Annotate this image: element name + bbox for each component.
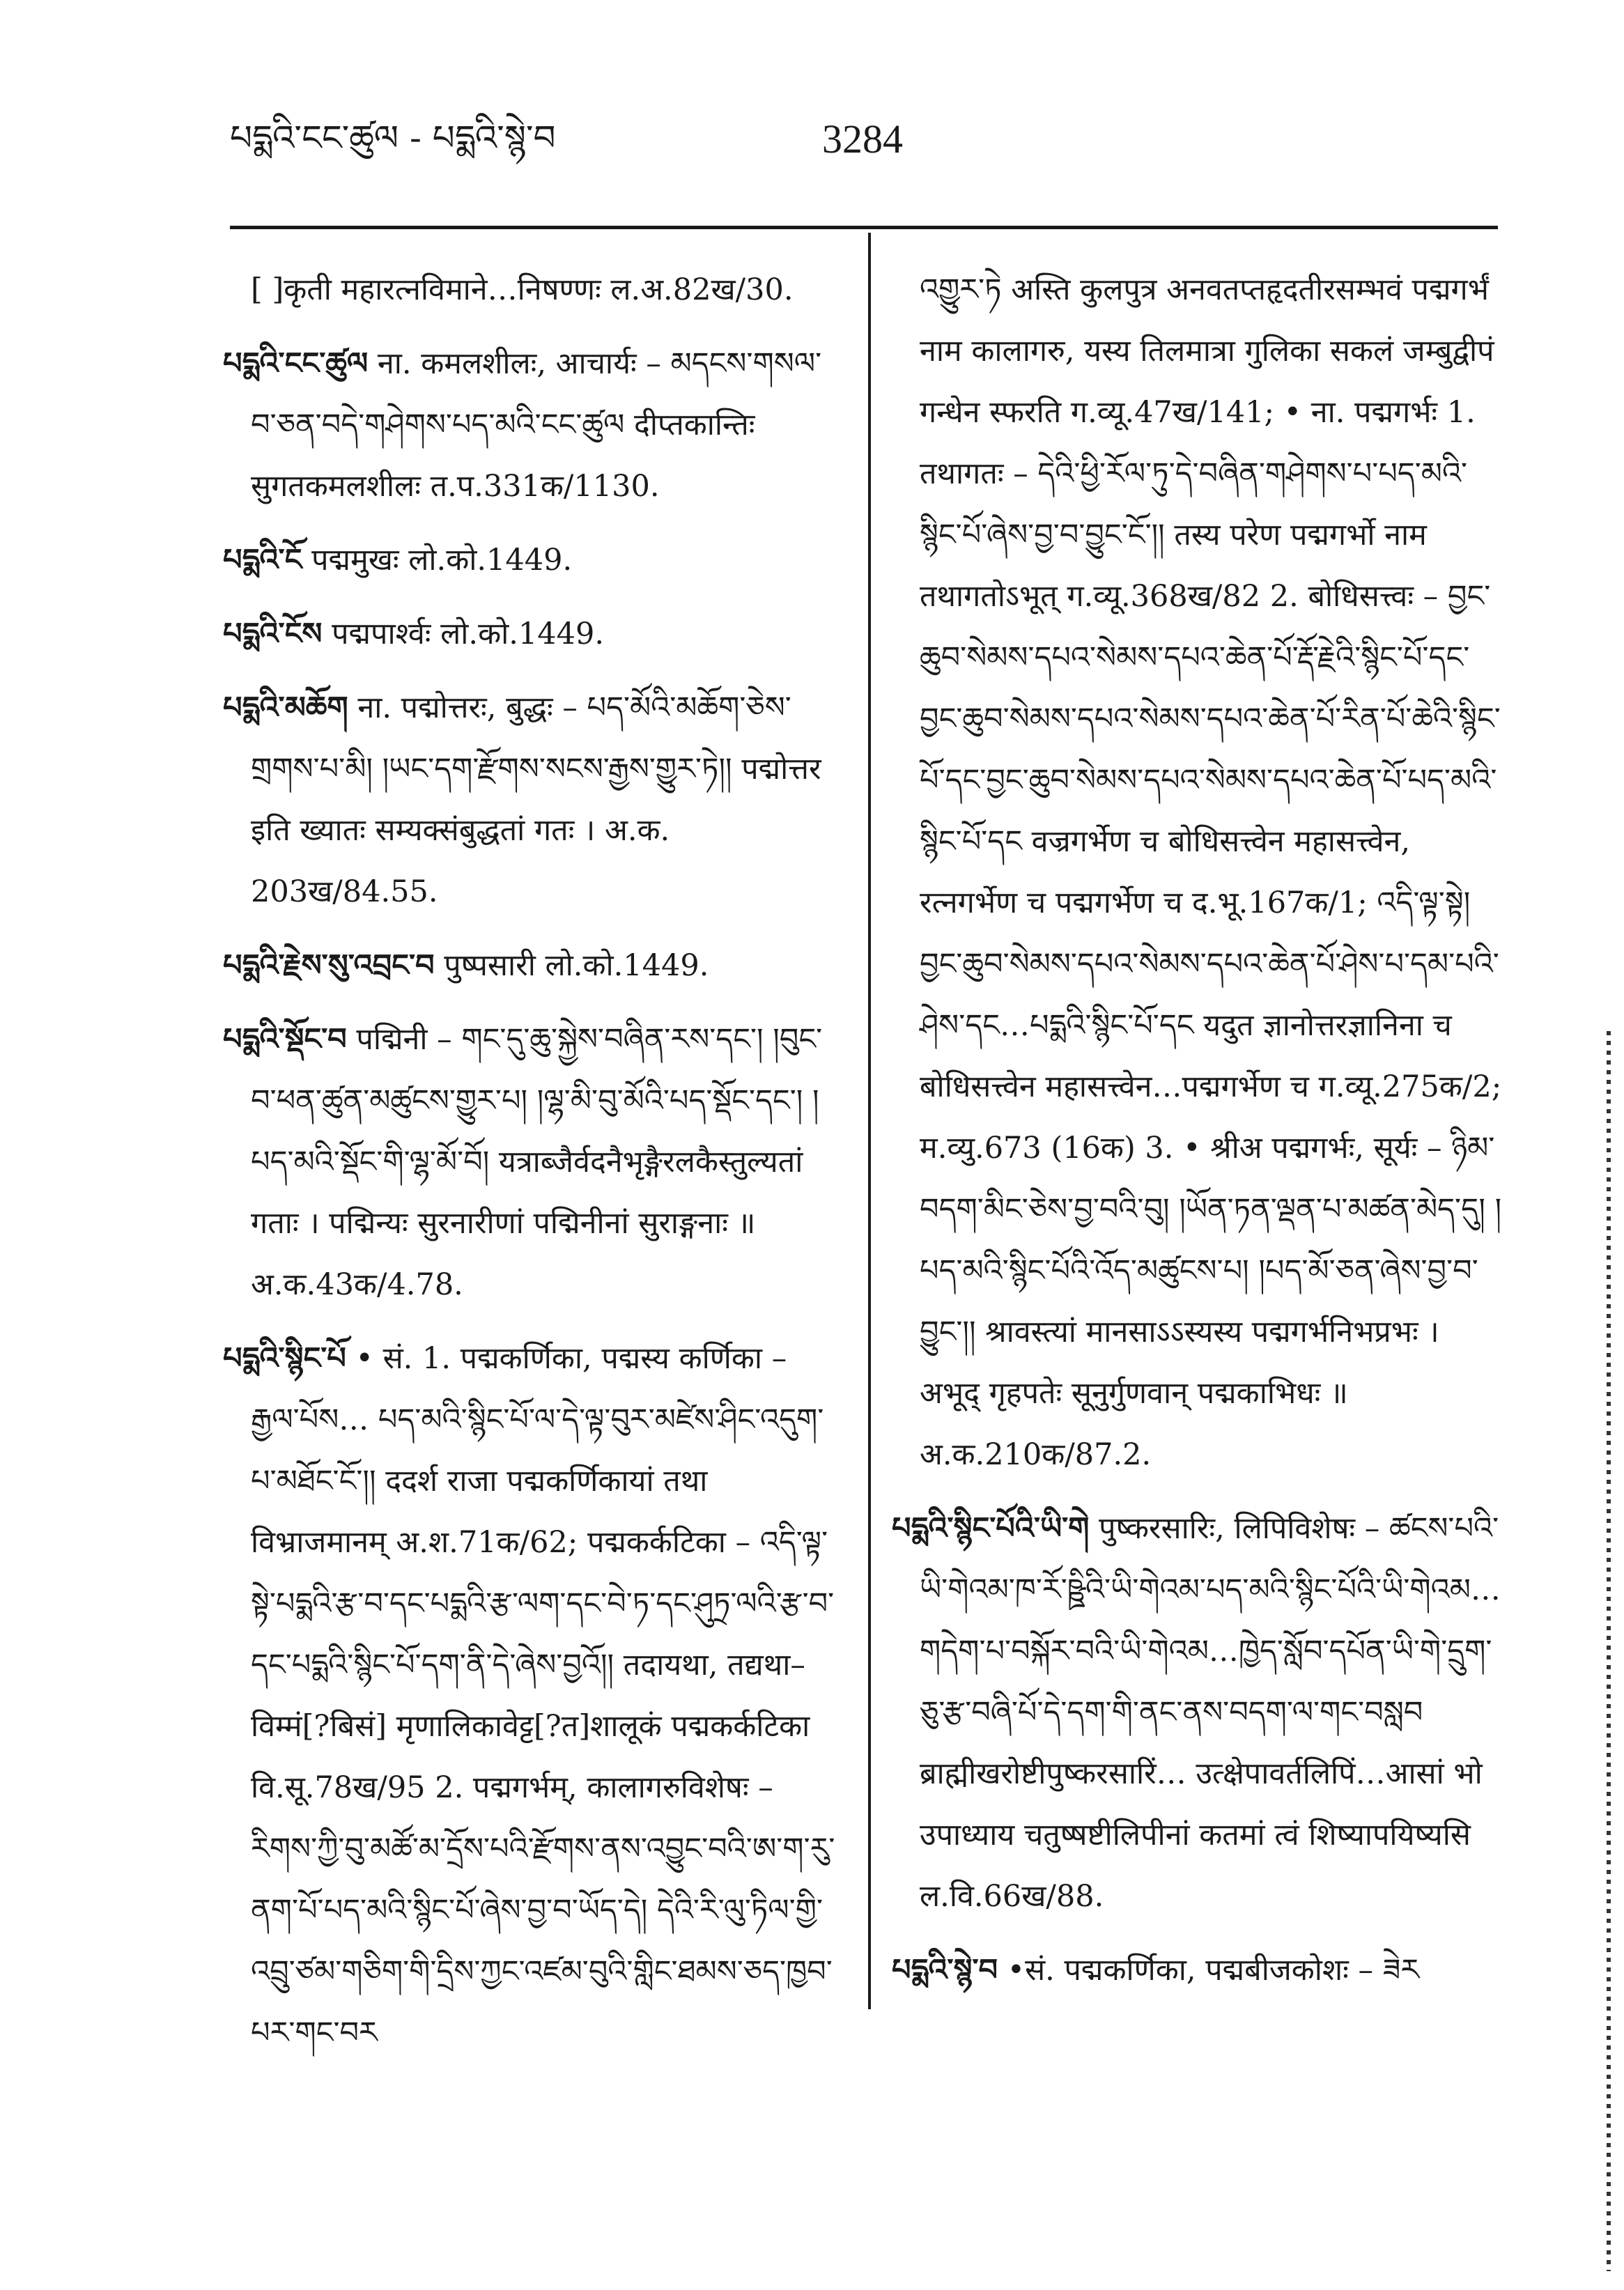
entry-headword: པདྨའི་སྙིང་པོའི་ཡི་གེ: [892, 1511, 1090, 1546]
entry-headword: པདྨའི་རྗེས་སུ་འབྲང་བ: [223, 948, 435, 983]
entry-text: पद्मपार्श्वः लो.को.1449.: [332, 617, 605, 651]
entry-text: འགྱུར་ཏེ अस्ति कुलपुत्र अनवतप्तहृदतीरसम्भवं पद्मगर्भं नाम कालागरु, यस्य तिलमात्रा गुलिका सकलं जम्बुद्वीपं गन्धेन स्फरति ग.व्यू.47ख/141; • ना. पद्मगर्भः 1. तथागतः – དེའི་ཕྱི་རོལ་ཏུ་དེ་བཞིན་གཤེགས་པ་པད་མའི་སྙིང་པོ་ཞེས་བྱ་བ་བྱུང་ངོ་།། तस्य परेण पद्मगर्भो नाम तथागतोऽभूत् ग.व्यू.368ख/82 2. बोधिसत्त्वः – བྱང་ཆུབ་སེམས་དཔའ་སེམས་དཔའ་ཆེན་པོ་རྡོ་རྗེའི་སྙིང་པོ་དང་བྱང་ཆུབ་སེམས་དཔའ་སེམས་དཔའ་ཆེན་པོ་རིན་པོ་ཆེའི་སྙིང་པོ་དང་བྱང་ཆུབ་སེམས་དཔའ་སེམས་དཔའ་ཆེན་པོ་པད་མའི་སྙིང་པོ་དང वज्रगर्भेण च बोधिसत्त्वेन महासत्त्वेन, रत्नगर्भेण च पद्मगर्भेण च द.भू.167क/1; འདི་ལྟ་སྟེ། བྱང་ཆུབ་སེམས་དཔའ་སེམས་དཔའ་ཆེན་པོ་ཤེས་པ་དམ་པའི་ཤེས་དང…པདྨའི་སྙིང་པོ་དང यदुत ज्ञानोत्तरज्ञानिना च बोधिसत्त्वेन महासत्त्वेन…पद्मगर्भेण च ग.व्यू.275क/2; म.व्यु.673 (16क) 3. • श्रीअ पद्मगर्भः, सूर्यः – ཉིམ་བདག་མིང་ཅེས་བྱ་བའི་བུ། །ཡོན་ཏན་ལྡན་པ་མཚན་མེད་དུ། །པད་མའི་སྙིང་པོའི་འོད་མཚུངས་པ། །པད་མོ་ཅན་ཞེས་བྱ་བ་བྱུང་།། श्रावस्त्यां मानसाऽऽस्यस्य पद्मगर्भनिभप्रभः । अभूद् गृहपतेः सूनुर्गुणवान् पद्मकाभिधः ॥ अ.क.210क/87.2.: [920, 272, 1502, 1472]
page-edge-shadow: [1607, 1031, 1611, 2271]
dictionary-entry: [223, 677, 836, 922]
entry-headword: པདྨའི་མཆོག: [223, 690, 348, 725]
entry-text: ना. पद्मोत्तरः, बुद्धः – པད་མོའི་མཆོག་ཅེས་གྲགས་པ་མི། །ཡང་དག་རྫོགས་སངས་རྒྱས་གྱུར་ཏེ།། पद्मोत्तर इति ख्यातः सम्यक्संबुद्धतां गतः । अ.क. 203ख/84.55.: [251, 690, 821, 909]
entry-headword: པདྨའི་སྙིང་པོ: [223, 1341, 346, 1376]
dictionary-entry: [223, 603, 836, 665]
entry-text: •सं. पद्मकर्णिका, पद्मबीजकोशः – ཟེར: [1007, 1953, 1420, 1988]
dictionary-entry: [223, 1009, 836, 1315]
entry-headword: པདྨའི་སྙེ་བ: [892, 1953, 998, 1988]
dictionary-entry: [223, 529, 836, 591]
column-divider: [868, 233, 871, 2009]
header-rule: [230, 226, 1498, 229]
dictionary-entry: [223, 333, 836, 517]
dictionary-entry: [223, 935, 836, 996]
right-column: [892, 259, 1505, 2013]
dictionary-entry: [892, 1940, 1505, 2001]
entry-headword: པདྨའི་ངང་ཚུལ: [223, 346, 369, 381]
entry-text: [ ]कृती महारत्नविमाने…निषण्णः ल.अ.82ख/30.: [251, 272, 794, 307]
entry-continuation: [892, 259, 1505, 1485]
running-head: པདྨའི་ངང་ཚུལ - པདྨའི་སྙེ་བ: [230, 118, 556, 158]
entry-text: ना. कमलशीलः, आचार्यः – མདངས་གསལ་བ་ཅན་བདེ་གཤེགས་པད་མའི་ངང་ཚུལ दीप्तकान्तिः सुगतकमलशीलः त.प.331क/1130.: [251, 346, 822, 504]
entry-text: पद्मिनी – གང་དུ་ཆུ་སྐྱེས་བཞིན་རས་དང་། །བུང་བ་ཕན་ཚུན་མཚུངས་གྱུར་པ། །ལྷ་མི་བུ་མོའི་པད་སྡོང་དང་། །པད་མའི་སྡོང་གི་ལྷ་མོ་བོ། यत्राब्जैर्वदनैभृङ्गैरलकैस्तुल्यतां गताः । पद्मिन्यः सुरनारीणां पद्मिनीनां सुराङ्गनाः ॥ अ.क.43क/4.78.: [251, 1022, 823, 1302]
entry-headword: པདྨའི་ངོ: [223, 543, 302, 578]
dictionary-entry: [223, 1328, 836, 2064]
entry-text: पुष्पसारी लो.को.1449.: [444, 948, 709, 983]
page-number: 3284: [822, 116, 903, 162]
entry-continuation: [223, 259, 836, 320]
entry-headword: པདྨའི་ངོས: [223, 617, 323, 651]
entry-text: पद्ममुखः लो.को.1449.: [311, 543, 573, 578]
entry-headword: པདྨའི་སྡོང་བ: [223, 1022, 347, 1057]
dictionary-entry: [892, 1498, 1505, 1927]
entry-text: पुष्करसारिः, लिपिविशेषः – ཚངས་པའི་ཡི་གེའམ་ཁ་རོ་ཥྛིའི་ཡི་གེའམ་པད་མའི་སྙིང་པོའི་ཡི་གེའམ…གདེག་པ་བསྐོར་བའི་ཡི་གེའམ…ཁྱེད་སློབ་དཔོན་ཡི་གེ་དྲུག་ཅུ་རྩ་བཞི་པོ་དེ་དག་གི་ནང་ནས་བདག་ལ་གང་བསླབ ब्राह्मीखरोष्टीपुष्करसारिं… उत्क्षेपावर्तलिपिं…आसां भो उपाध्याय चतुष्षष्टीलिपीनां कतमां त्वं शिष्यापयिष्यसि ल.वि.66ख/88.: [920, 1511, 1501, 1914]
entry-text: • सं. 1. पद्मकर्णिका, पद्मस्य कर्णिका – རྒྱལ་པོས… པད་མའི་སྙིང་པོ་ལ་དེ་ལྟ་བུར་མཛེས་ཤིང་འདུག་པ་མཐོང་ངོ་།། ददर्श राजा पद्मकर्णिकायां तथा विभ्राजमानम् अ.श.71क/62; पद्मकर्कटिका – འདི་ལྟ་སྟེ་པདྨའི་རྩ་བ་དང་པདྨའི་རྩ་ལག་དང་བེ་ཏ་དང་ཤུཏྲ་ལའི་རྩ་བ་དང་པདྨའི་སྙིང་པོ་དག་ནི་དེ་ཞེས་བྱའོ།། तदायथा, तद्यथा–विम्मं[?बिसं] मृणालिकावेट्ट[?त]शालूकं पद्मकर्कटिका वि.सू.78ख/95 2. पद्मगर्भम्, कालागरुविशेषः – རིགས་ཀྱི་བུ་མཚོ་མ་དྲོས་པའི་རྫོགས་ནས་འབྱུང་བའི་ཨ་ག་རུ་ནག་པོ་པད་མའི་སྙིང་པོ་ཞེས་བྱ་བ་ཡོད་དེ། དེའི་རི་ལུ་ཏིལ་གྱི་འབྲུ་ཙམ་གཅིག་གི་དྲིས་ཀྱང་འཛམ་བུའི་གླིང་ཐམས་ཅད་ཁྱབ་པར་གང་བར: [251, 1341, 835, 2050]
left-column: [223, 259, 836, 2076]
